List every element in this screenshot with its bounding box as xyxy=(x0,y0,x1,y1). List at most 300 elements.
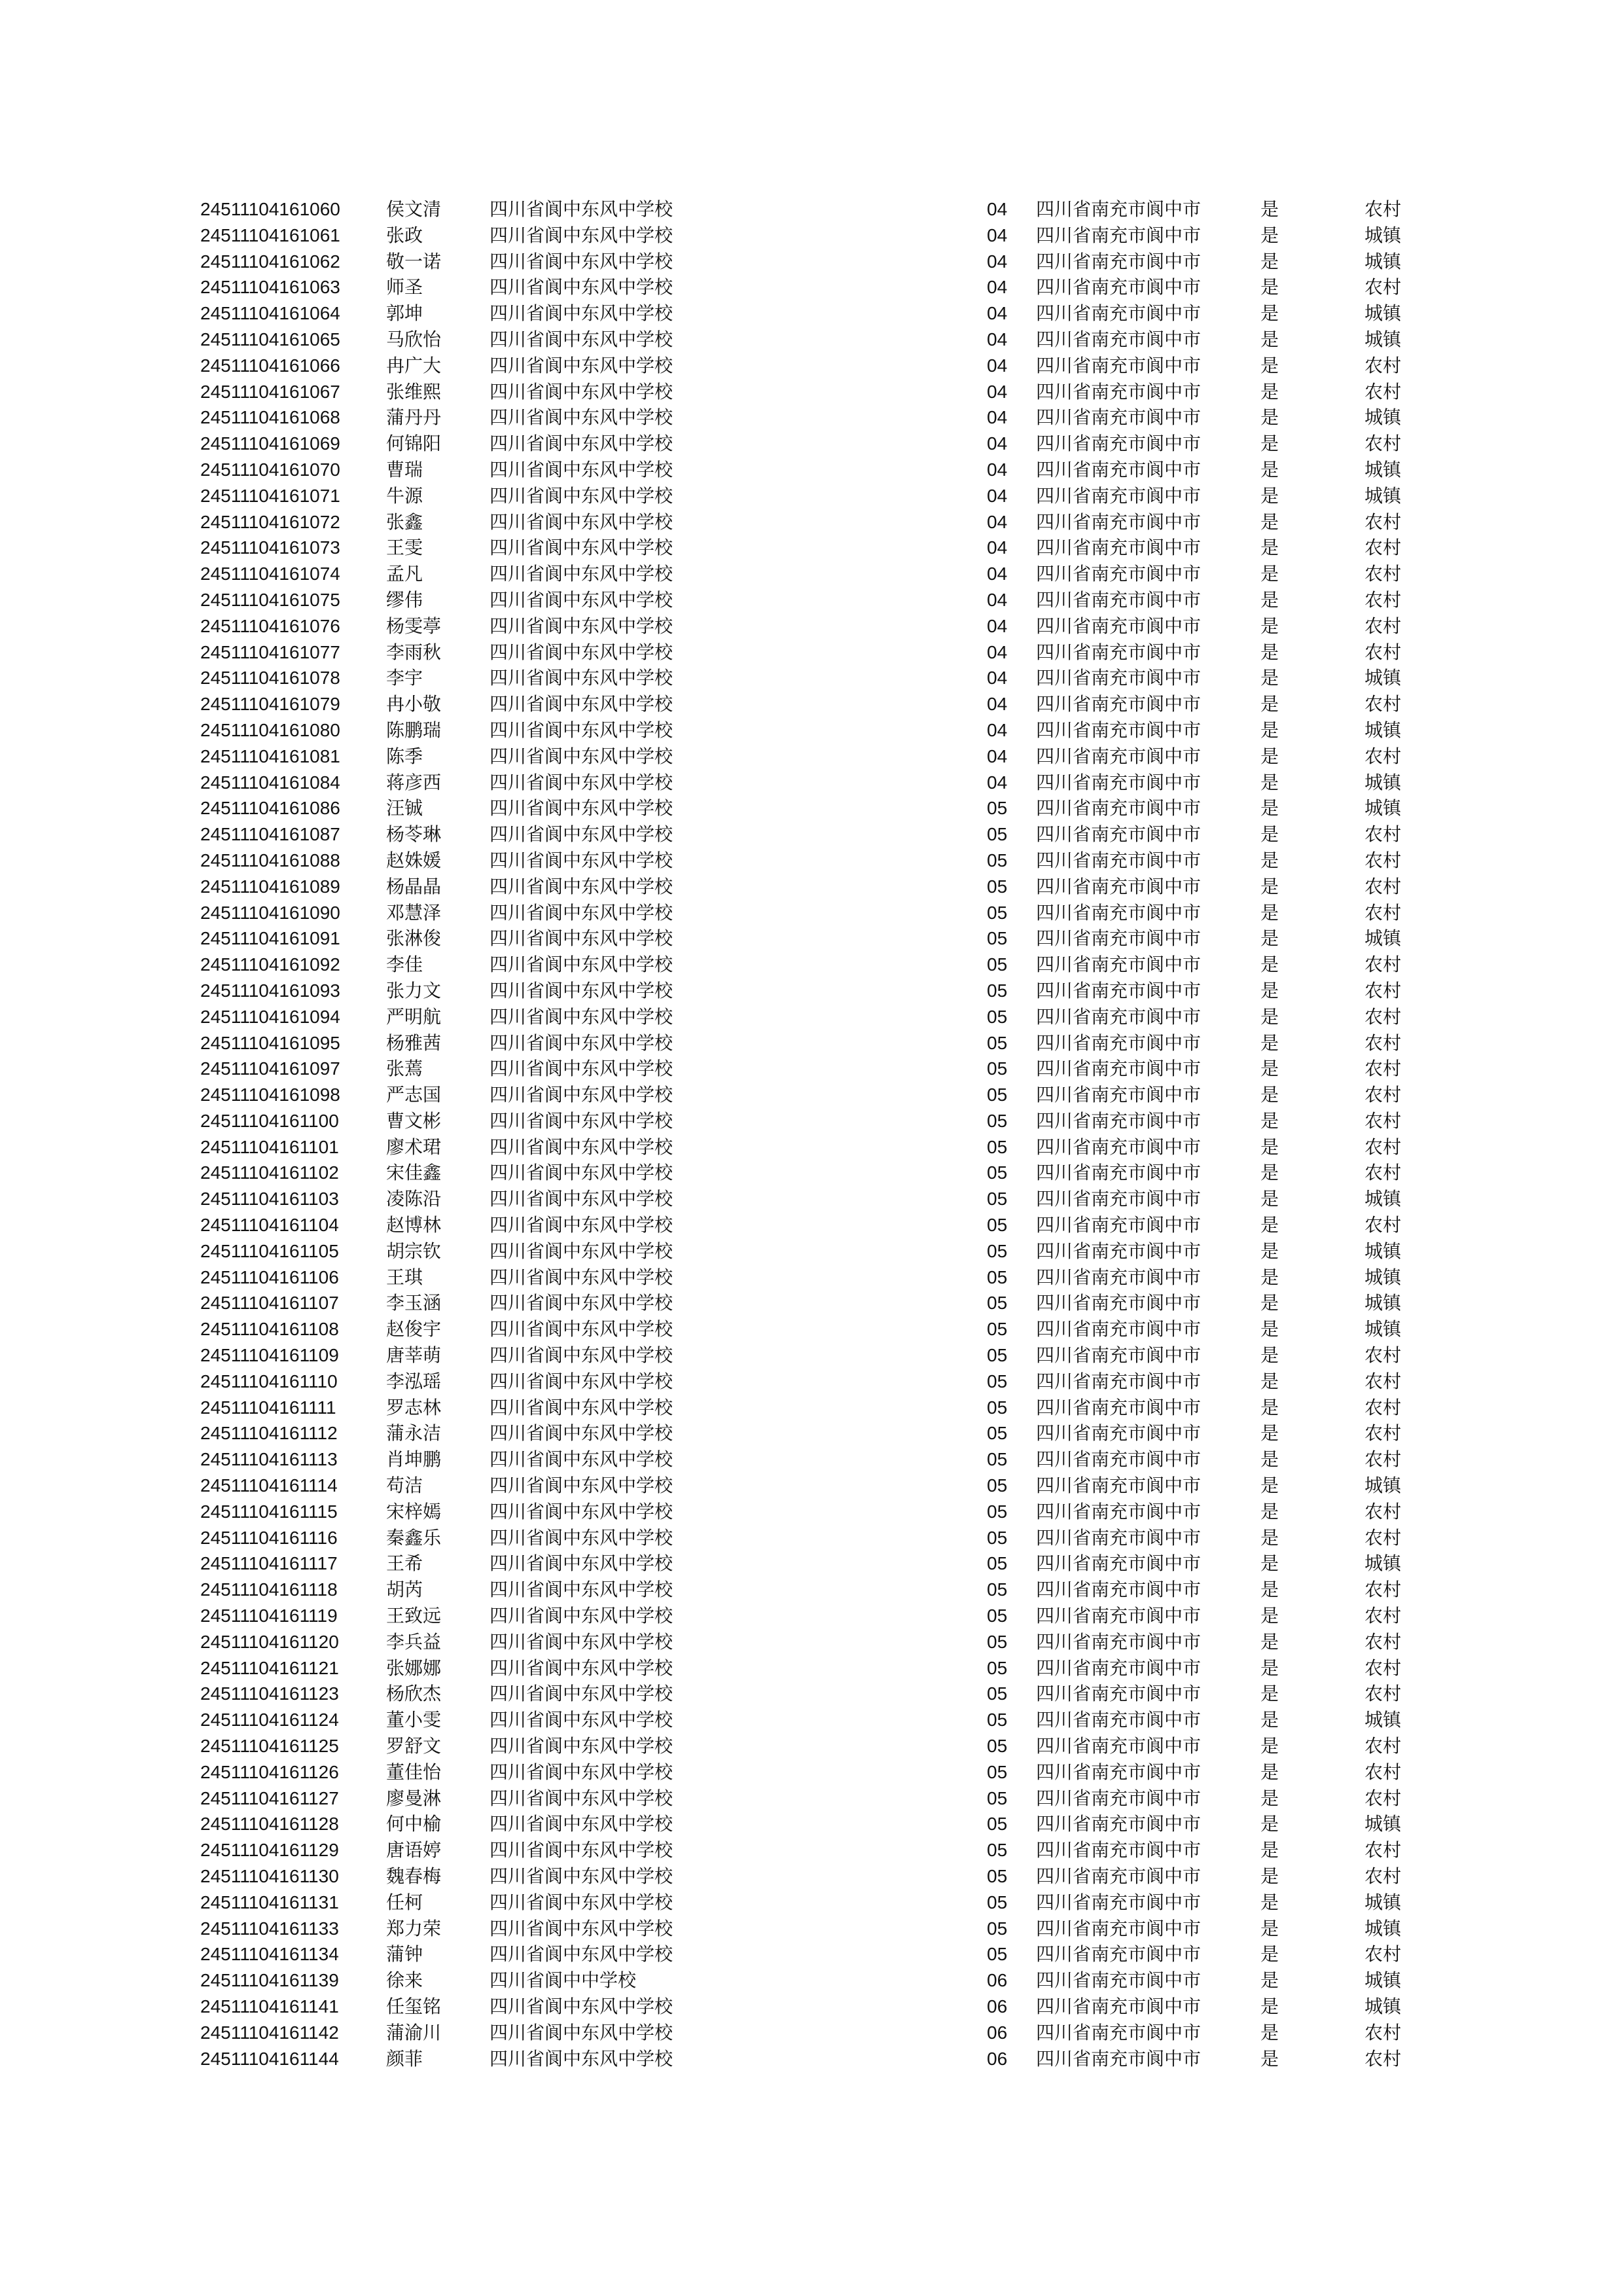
school-cell: 四川省阆中东风中学校 xyxy=(490,1084,673,1106)
student-id-cell: 24511104161116 xyxy=(200,1527,338,1548)
area-type-cell: 农村 xyxy=(1364,1943,1402,1965)
table-row xyxy=(196,1342,1427,1369)
table-row xyxy=(196,509,1427,535)
flag-cell: 是 xyxy=(1260,563,1279,585)
flag-cell: 是 xyxy=(1260,1162,1279,1184)
class-code-cell: 04 xyxy=(987,433,1008,454)
class-code-cell: 05 xyxy=(987,954,1008,975)
name-cell: 邓慧泽 xyxy=(386,901,442,924)
student-id-cell: 24511104161108 xyxy=(200,1319,339,1340)
name-cell: 李宇 xyxy=(386,667,423,689)
flag-cell: 是 xyxy=(1260,458,1279,480)
table-row xyxy=(196,2020,1427,2046)
school-cell: 四川省阆中东风中学校 xyxy=(490,302,673,325)
school-cell: 四川省阆中东风中学校 xyxy=(490,1761,673,1783)
table-row xyxy=(196,665,1427,691)
class-code-cell: 05 xyxy=(987,1215,1008,1236)
class-code-cell: 06 xyxy=(987,2022,1008,2043)
class-code-cell: 05 xyxy=(987,1449,1008,1470)
school-cell: 四川省阆中东风中学校 xyxy=(490,823,673,846)
class-code-cell: 04 xyxy=(987,355,1008,376)
region-cell: 四川省南充市阆中市 xyxy=(1036,771,1202,793)
name-cell: 冉小敬 xyxy=(386,693,442,715)
name-cell: 蒲丹丹 xyxy=(386,406,442,429)
name-cell: 冉广大 xyxy=(386,354,442,376)
flag-cell: 是 xyxy=(1260,1761,1279,1783)
class-code-cell: 05 xyxy=(987,1423,1008,1444)
area-type-cell: 农村 xyxy=(1364,979,1402,1001)
flag-cell: 是 xyxy=(1260,1475,1279,1497)
student-id-cell: 24511104161131 xyxy=(200,1892,339,1912)
table-row xyxy=(196,1160,1427,1186)
name-cell: 王致远 xyxy=(386,1605,442,1627)
area-type-cell: 农村 xyxy=(1364,1657,1402,1679)
table-row xyxy=(196,1395,1427,1421)
flag-cell: 是 xyxy=(1260,1005,1279,1028)
region-cell: 四川省南充市阆中市 xyxy=(1036,1526,1202,1549)
name-cell: 何中榆 xyxy=(386,1813,442,1835)
flag-cell: 是 xyxy=(1260,250,1279,272)
name-cell: 蒲钟 xyxy=(386,1943,423,1965)
school-cell: 四川省阆中东风中学校 xyxy=(490,1552,673,1575)
table-row xyxy=(196,1551,1427,1577)
student-id-cell: 24511104161123 xyxy=(200,1683,339,1704)
area-type-cell: 城镇 xyxy=(1364,797,1402,819)
school-cell: 四川省阆中东风中学校 xyxy=(490,1579,673,1601)
class-code-cell: 05 xyxy=(987,1162,1008,1183)
region-cell: 四川省南充市阆中市 xyxy=(1036,823,1202,846)
school-cell: 四川省阆中东风中学校 xyxy=(490,1422,673,1444)
school-cell: 四川省阆中东风中学校 xyxy=(490,901,673,924)
name-cell: 杨晶晶 xyxy=(386,875,442,897)
school-cell: 四川省阆中东风中学校 xyxy=(490,511,673,533)
student-id-cell: 24511104161079 xyxy=(200,694,340,715)
school-cell: 四川省阆中东风中学校 xyxy=(490,615,673,637)
flag-cell: 是 xyxy=(1260,771,1279,793)
region-cell: 四川省南充市阆中市 xyxy=(1036,1422,1202,1444)
student-id-cell: 24511104161091 xyxy=(200,928,340,949)
name-cell: 王雯 xyxy=(386,537,423,559)
name-cell: 李雨秋 xyxy=(386,641,442,663)
area-type-cell: 城镇 xyxy=(1364,302,1402,325)
table-row xyxy=(196,1967,1427,1994)
class-code-cell: 04 xyxy=(987,589,1008,610)
class-code-cell: 04 xyxy=(987,407,1008,428)
name-cell: 胡宗钦 xyxy=(386,1240,442,1262)
student-id-cell: 24511104161133 xyxy=(200,1918,339,1939)
school-cell: 四川省阆中东风中学校 xyxy=(490,797,673,819)
region-cell: 四川省南充市阆中市 xyxy=(1036,433,1202,455)
class-code-cell: 04 xyxy=(987,485,1008,506)
class-code-cell: 04 xyxy=(987,329,1008,350)
table-row xyxy=(196,1082,1427,1108)
flag-cell: 是 xyxy=(1260,276,1279,298)
table-row xyxy=(196,925,1427,952)
student-id-cell: 24511104161121 xyxy=(200,1657,339,1678)
school-cell: 四川省阆中东风中学校 xyxy=(490,1709,673,1731)
school-cell: 四川省阆中东风中学校 xyxy=(490,1448,673,1471)
school-cell: 四川省阆中东风中学校 xyxy=(490,1683,673,1705)
flag-cell: 是 xyxy=(1260,745,1279,767)
flag-cell: 是 xyxy=(1260,1630,1279,1653)
flag-cell: 是 xyxy=(1260,1605,1279,1627)
class-code-cell: 04 xyxy=(987,251,1008,272)
flag-cell: 是 xyxy=(1260,823,1279,846)
flag-cell: 是 xyxy=(1260,1709,1279,1731)
region-cell: 四川省南充市阆中市 xyxy=(1036,667,1202,689)
region-cell: 四川省南充市阆中市 xyxy=(1036,875,1202,897)
class-code-cell: 04 xyxy=(987,668,1008,689)
name-cell: 师圣 xyxy=(386,276,423,298)
student-id-cell: 24511104161090 xyxy=(200,902,340,923)
flag-cell: 是 xyxy=(1260,1891,1279,1913)
area-type-cell: 农村 xyxy=(1364,1579,1402,1601)
region-cell: 四川省南充市阆中市 xyxy=(1036,1865,1202,1887)
table-row xyxy=(196,1420,1427,1446)
school-cell: 四川省阆中东风中学校 xyxy=(490,641,673,663)
name-cell: 郑力荣 xyxy=(386,1917,442,1939)
region-cell: 四川省南充市阆中市 xyxy=(1036,719,1202,741)
region-cell: 四川省南充市阆中市 xyxy=(1036,1969,1202,1992)
name-cell: 李佳 xyxy=(386,954,423,976)
name-cell: 苟洁 xyxy=(386,1475,423,1497)
school-cell: 四川省阆中东风中学校 xyxy=(490,406,673,429)
table-row xyxy=(196,744,1427,770)
area-type-cell: 农村 xyxy=(1364,849,1402,871)
school-cell: 四川省阆中东风中学校 xyxy=(490,1188,673,1210)
student-id-cell: 24511104161089 xyxy=(200,876,340,897)
class-code-cell: 05 xyxy=(987,1787,1008,1808)
table-row xyxy=(196,431,1427,457)
class-code-cell: 04 xyxy=(987,745,1008,766)
flag-cell: 是 xyxy=(1260,1370,1279,1392)
region-cell: 四川省南充市阆中市 xyxy=(1036,1475,1202,1497)
student-id-cell: 24511104161119 xyxy=(200,1605,338,1626)
region-cell: 四川省南充市阆中市 xyxy=(1036,1005,1202,1028)
area-type-cell: 农村 xyxy=(1364,1500,1402,1522)
name-cell: 杨苓琳 xyxy=(386,823,442,846)
name-cell: 赵俊宇 xyxy=(386,1318,442,1340)
student-id-cell: 24511104161124 xyxy=(200,1710,339,1731)
student-id-cell: 24511104161127 xyxy=(200,1787,339,1808)
student-id-cell: 24511104161117 xyxy=(200,1553,338,1574)
table-row xyxy=(196,1890,1427,1916)
table-row xyxy=(196,874,1427,900)
table-row xyxy=(196,1733,1427,1759)
school-cell: 四川省阆中东风中学校 xyxy=(490,1162,673,1184)
student-id-cell: 24511104161130 xyxy=(200,1866,339,1886)
region-cell: 四川省南充市阆中市 xyxy=(1036,1344,1202,1367)
name-cell: 胡芮 xyxy=(386,1579,423,1601)
region-cell: 四川省南充市阆中市 xyxy=(1036,406,1202,429)
region-cell: 四川省南充市阆中市 xyxy=(1036,1370,1202,1392)
area-type-cell: 城镇 xyxy=(1364,719,1402,741)
student-id-cell: 24511104161126 xyxy=(200,1761,339,1782)
region-cell: 四川省南充市阆中市 xyxy=(1036,1552,1202,1575)
name-cell: 徐来 xyxy=(386,1969,423,1992)
class-code-cell: 05 xyxy=(987,1918,1008,1939)
flag-cell: 是 xyxy=(1260,1917,1279,1939)
region-cell: 四川省南充市阆中市 xyxy=(1036,328,1202,350)
name-cell: 唐莘萌 xyxy=(386,1344,442,1367)
name-cell: 颜菲 xyxy=(386,2047,423,2070)
school-cell: 四川省阆中东风中学校 xyxy=(490,1995,673,2017)
area-type-cell: 城镇 xyxy=(1364,1917,1402,1939)
flag-cell: 是 xyxy=(1260,1839,1279,1861)
table-row xyxy=(196,770,1427,796)
area-type-cell: 农村 xyxy=(1364,1761,1402,1783)
table-row xyxy=(196,1785,1427,1812)
area-type-cell: 城镇 xyxy=(1364,1813,1402,1835)
school-cell: 四川省阆中东风中学校 xyxy=(490,1735,673,1757)
class-code-cell: 04 xyxy=(987,564,1008,584)
class-code-cell: 05 xyxy=(987,1657,1008,1678)
student-id-cell: 24511104161095 xyxy=(200,1032,340,1053)
region-cell: 四川省南充市阆中市 xyxy=(1036,1735,1202,1757)
area-type-cell: 农村 xyxy=(1364,1422,1402,1444)
class-code-cell: 05 xyxy=(987,1710,1008,1731)
school-cell: 四川省阆中东风中学校 xyxy=(490,667,673,689)
area-type-cell: 农村 xyxy=(1364,1058,1402,1080)
table-row xyxy=(196,717,1427,744)
region-cell: 四川省南充市阆中市 xyxy=(1036,250,1202,272)
student-id-cell: 24511104161110 xyxy=(200,1371,338,1391)
area-type-cell: 农村 xyxy=(1364,901,1402,924)
school-cell: 四川省阆中东风中学校 xyxy=(490,224,673,246)
name-cell: 宋梓嫣 xyxy=(386,1500,442,1522)
area-type-cell: 农村 xyxy=(1364,641,1402,663)
table-row xyxy=(196,535,1427,561)
class-code-cell: 05 xyxy=(987,1814,1008,1835)
name-cell: 严志国 xyxy=(386,1084,442,1106)
name-cell: 凌陈沿 xyxy=(386,1188,442,1210)
table-row xyxy=(196,1290,1427,1316)
area-type-cell: 农村 xyxy=(1364,1214,1402,1236)
table-row xyxy=(196,196,1427,223)
school-cell: 四川省阆中东风中学校 xyxy=(490,328,673,350)
area-type-cell: 农村 xyxy=(1364,276,1402,298)
student-id-cell: 24511104161098 xyxy=(200,1085,340,1105)
student-id-cell: 24511104161128 xyxy=(200,1814,339,1835)
region-cell: 四川省南充市阆中市 xyxy=(1036,927,1202,950)
name-cell: 李兵益 xyxy=(386,1630,442,1653)
class-code-cell: 05 xyxy=(987,1736,1008,1757)
student-id-cell: 24511104161103 xyxy=(200,1189,339,1210)
student-id-cell: 24511104161102 xyxy=(200,1162,339,1183)
student-id-cell: 24511104161080 xyxy=(200,719,340,740)
class-code-cell: 05 xyxy=(987,824,1008,845)
flag-cell: 是 xyxy=(1260,1188,1279,1210)
student-id-cell: 24511104161107 xyxy=(200,1293,339,1314)
document-table xyxy=(196,196,1427,2072)
class-code-cell: 05 xyxy=(987,1683,1008,1704)
flag-cell: 是 xyxy=(1260,1318,1279,1340)
area-type-cell: 城镇 xyxy=(1364,328,1402,350)
school-cell: 四川省阆中东风中学校 xyxy=(490,1109,673,1132)
student-id-cell: 24511104161104 xyxy=(200,1215,339,1236)
class-code-cell: 04 xyxy=(987,772,1008,793)
name-cell: 张维熙 xyxy=(386,380,442,403)
area-type-cell: 农村 xyxy=(1364,1448,1402,1471)
flag-cell: 是 xyxy=(1260,484,1279,507)
table-row xyxy=(196,274,1427,300)
school-cell: 四川省阆中东风中学校 xyxy=(490,849,673,871)
student-id-cell: 24511104161066 xyxy=(200,355,340,376)
school-cell: 四川省阆中东风中学校 xyxy=(490,1605,673,1627)
name-cell: 任柯 xyxy=(386,1891,423,1913)
area-type-cell: 农村 xyxy=(1364,1370,1402,1392)
region-cell: 四川省南充市阆中市 xyxy=(1036,588,1202,611)
school-cell: 四川省阆中东风中学校 xyxy=(490,2047,673,2070)
region-cell: 四川省南充市阆中市 xyxy=(1036,1605,1202,1627)
area-type-cell: 农村 xyxy=(1364,1031,1402,1054)
school-cell: 四川省阆中东风中学校 xyxy=(490,1917,673,1939)
table-row xyxy=(196,1446,1427,1473)
area-type-cell: 农村 xyxy=(1364,615,1402,637)
school-cell: 四川省阆中东风中学校 xyxy=(490,1058,673,1080)
area-type-cell: 城镇 xyxy=(1364,1552,1402,1575)
table-row xyxy=(196,1499,1427,1525)
table-row xyxy=(196,561,1427,587)
region-cell: 四川省南充市阆中市 xyxy=(1036,1761,1202,1783)
name-cell: 陈鹏瑞 xyxy=(386,719,442,741)
table-row xyxy=(196,1837,1427,1863)
table-row xyxy=(196,1473,1427,1499)
region-cell: 四川省南充市阆中市 xyxy=(1036,224,1202,246)
region-cell: 四川省南充市阆中市 xyxy=(1036,1292,1202,1314)
name-cell: 董佳怡 xyxy=(386,1761,442,1783)
flag-cell: 是 xyxy=(1260,1136,1279,1158)
student-id-cell: 24511104161129 xyxy=(200,1840,339,1861)
name-cell: 赵博林 xyxy=(386,1214,442,1236)
flag-cell: 是 xyxy=(1260,927,1279,950)
school-cell: 四川省阆中东风中学校 xyxy=(490,875,673,897)
name-cell: 张政 xyxy=(386,224,423,246)
class-code-cell: 05 xyxy=(987,798,1008,819)
flag-cell: 是 xyxy=(1260,693,1279,715)
flag-cell: 是 xyxy=(1260,797,1279,819)
table-row xyxy=(196,691,1427,717)
name-cell: 蒲永洁 xyxy=(386,1422,442,1444)
school-cell: 四川省阆中东风中学校 xyxy=(490,1031,673,1054)
region-cell: 四川省南充市阆中市 xyxy=(1036,511,1202,533)
area-type-cell: 农村 xyxy=(1364,1526,1402,1549)
area-type-cell: 城镇 xyxy=(1364,1292,1402,1314)
name-cell: 张娜娜 xyxy=(386,1657,442,1679)
name-cell: 汪铖 xyxy=(386,797,423,819)
student-id-cell: 24511104161088 xyxy=(200,850,340,870)
class-code-cell: 04 xyxy=(987,224,1008,245)
student-id-cell: 24511104161070 xyxy=(200,459,340,480)
area-type-cell: 城镇 xyxy=(1364,1318,1402,1340)
class-code-cell: 05 xyxy=(987,850,1008,870)
area-type-cell: 农村 xyxy=(1364,1136,1402,1158)
region-cell: 四川省南充市阆中市 xyxy=(1036,641,1202,663)
student-id-cell: 24511104161074 xyxy=(200,564,340,584)
table-row xyxy=(196,848,1427,874)
flag-cell: 是 xyxy=(1260,1031,1279,1054)
area-type-cell: 农村 xyxy=(1364,1109,1402,1132)
flag-cell: 是 xyxy=(1260,1995,1279,2017)
class-code-cell: 04 xyxy=(987,537,1008,558)
flag-cell: 是 xyxy=(1260,1526,1279,1549)
area-type-cell: 农村 xyxy=(1364,2047,1402,2070)
class-code-cell: 05 xyxy=(987,1136,1008,1157)
class-code-cell: 04 xyxy=(987,615,1008,636)
area-type-cell: 城镇 xyxy=(1364,458,1402,480)
region-cell: 四川省南充市阆中市 xyxy=(1036,849,1202,871)
region-cell: 四川省南充市阆中市 xyxy=(1036,901,1202,924)
class-code-cell: 05 xyxy=(987,1293,1008,1314)
student-id-cell: 24511104161077 xyxy=(200,641,340,662)
table-row xyxy=(196,404,1427,431)
school-cell: 四川省阆中东风中学校 xyxy=(490,979,673,1001)
area-type-cell: 城镇 xyxy=(1364,1891,1402,1913)
name-cell: 秦鑫乐 xyxy=(386,1526,442,1549)
table-row xyxy=(196,1759,1427,1785)
school-cell: 四川省阆中东风中学校 xyxy=(490,1943,673,1965)
name-cell: 曹瑞 xyxy=(386,458,423,480)
student-id-cell: 24511104161068 xyxy=(200,407,340,428)
class-code-cell: 04 xyxy=(987,694,1008,715)
student-id-cell: 24511104161113 xyxy=(200,1449,338,1470)
school-cell: 四川省阆中东风中学校 xyxy=(490,276,673,298)
region-cell: 四川省南充市阆中市 xyxy=(1036,484,1202,507)
area-type-cell: 农村 xyxy=(1364,1683,1402,1705)
student-id-cell: 24511104161118 xyxy=(200,1579,338,1600)
student-id-cell: 24511104161072 xyxy=(200,511,340,532)
region-cell: 四川省南充市阆中市 xyxy=(1036,354,1202,376)
table-row xyxy=(196,1863,1427,1890)
region-cell: 四川省南充市阆中市 xyxy=(1036,302,1202,325)
name-cell: 肖坤鹏 xyxy=(386,1448,442,1471)
class-code-cell: 05 xyxy=(987,1761,1008,1782)
flag-cell: 是 xyxy=(1260,1422,1279,1444)
table-row xyxy=(196,1265,1427,1291)
flag-cell: 是 xyxy=(1260,719,1279,741)
table-row xyxy=(196,379,1427,405)
school-cell: 四川省阆中东风中学校 xyxy=(490,1865,673,1887)
student-id-cell: 24511104161112 xyxy=(200,1423,338,1444)
flag-cell: 是 xyxy=(1260,1109,1279,1132)
area-type-cell: 城镇 xyxy=(1364,667,1402,689)
region-cell: 四川省南充市阆中市 xyxy=(1036,979,1202,1001)
student-id-cell: 24511104161134 xyxy=(200,1944,339,1965)
name-cell: 杨欣杰 xyxy=(386,1683,442,1705)
school-cell: 四川省阆中东风中学校 xyxy=(490,1813,673,1835)
table-row xyxy=(196,483,1427,509)
student-id-cell: 24511104161097 xyxy=(200,1058,340,1079)
student-id-cell: 24511104161115 xyxy=(200,1501,338,1522)
name-cell: 敬一诺 xyxy=(386,250,442,272)
class-code-cell: 05 xyxy=(987,1866,1008,1886)
flag-cell: 是 xyxy=(1260,224,1279,246)
class-code-cell: 05 xyxy=(987,928,1008,949)
flag-cell: 是 xyxy=(1260,588,1279,611)
student-id-cell: 24511104161067 xyxy=(200,381,340,402)
region-cell: 四川省南充市阆中市 xyxy=(1036,1031,1202,1054)
name-cell: 李泓瑶 xyxy=(386,1370,442,1392)
table-row xyxy=(196,900,1427,926)
flag-cell: 是 xyxy=(1260,1500,1279,1522)
name-cell: 魏春梅 xyxy=(386,1865,442,1887)
school-cell: 四川省阆中东风中学校 xyxy=(490,1787,673,1809)
table-row xyxy=(196,1316,1427,1342)
region-cell: 四川省南充市阆中市 xyxy=(1036,1839,1202,1861)
table-row xyxy=(196,1707,1427,1733)
class-code-cell: 06 xyxy=(987,1970,1008,1991)
area-type-cell: 城镇 xyxy=(1364,250,1402,272)
